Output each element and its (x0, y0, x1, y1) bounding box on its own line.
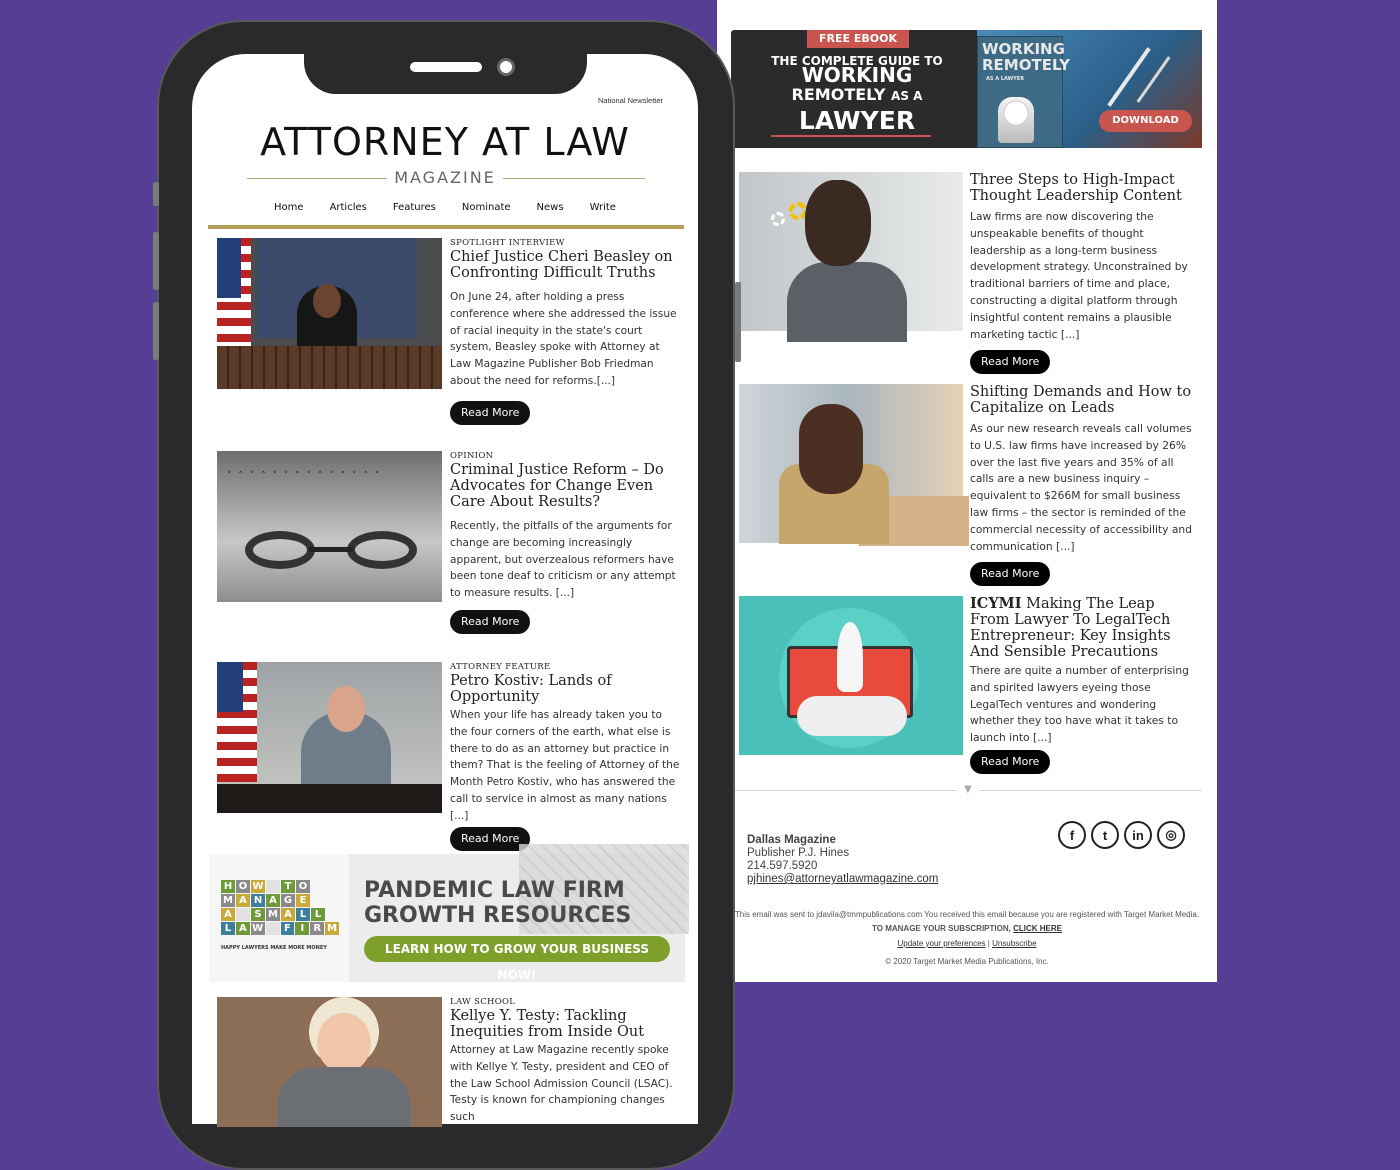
letter-grid-row (221, 880, 339, 893)
letter-tile (266, 922, 280, 935)
magazine-logo[interactable]: ATTORNEY AT LAW (260, 120, 630, 164)
letter-tile: L (311, 908, 325, 921)
letter-tile: T (281, 880, 295, 893)
article-title[interactable]: Shifting Demands and How to Capitalize on Leads (970, 384, 1192, 416)
newsletter-nav (192, 202, 698, 213)
desk-shape (217, 784, 442, 813)
figure-face (327, 686, 365, 732)
article-category: OPINION (450, 451, 494, 461)
article-image[interactable] (217, 238, 442, 389)
nav-news[interactable]: News (536, 202, 564, 213)
phone-side-button (153, 302, 159, 360)
ebook-cover-art (977, 30, 1202, 148)
letter-tile: M (327, 923, 338, 934)
chevron-down-icon: ▼ (957, 781, 979, 799)
preference-links: Update your preferences | Unsubscribe (897, 939, 1037, 948)
article-summary: Attorney at Law Magazine recently spoke with Kellye Y. Testy, president and CEO of the Law School Admission Council (LSAC). Testy is known for championing changes such (450, 1044, 673, 1124)
footer-divider (735, 784, 1202, 795)
letter-tile: G (281, 894, 295, 907)
ebook-line-3 (731, 85, 983, 104)
letter-tile: S (251, 908, 265, 921)
letter-tile: E (296, 894, 310, 907)
figure-head (805, 180, 871, 266)
phone-side-button (153, 182, 159, 206)
phone-screen (192, 54, 698, 1124)
figure-shoulders (787, 262, 907, 342)
nav-articles[interactable]: Articles (329, 202, 367, 213)
figure-face (313, 284, 341, 318)
read-more-button[interactable]: Read More (970, 750, 1050, 774)
ebook-cover-title (982, 41, 1070, 73)
handcuff-chain (309, 547, 353, 552)
article-body (450, 451, 680, 634)
article-body (970, 384, 1195, 586)
national-newsletter-label: National Newsletter (598, 96, 664, 105)
article-body (970, 596, 1195, 774)
article-category: LAW SCHOOL (450, 997, 516, 1007)
email-panel (717, 0, 1217, 982)
figure-face (317, 1013, 371, 1073)
rocket-icon (837, 622, 863, 692)
grow-business-button[interactable]: LEARN HOW TO GROW YOUR BUSINESS NOW! (364, 936, 670, 962)
figure-suit (277, 1067, 411, 1127)
letter-tile: A (236, 894, 250, 907)
ebook-line-2: WORKING (801, 63, 913, 87)
letter-grid-row (221, 908, 339, 921)
instagram-icon[interactable]: ◎ (1157, 821, 1185, 849)
article-body (450, 997, 680, 1126)
letter-tile: F (281, 922, 295, 935)
nav-nominate[interactable]: Nominate (461, 202, 511, 213)
article-image[interactable] (739, 172, 963, 331)
letter-tile: A (221, 908, 235, 921)
phone-notch (304, 36, 587, 94)
read-more-button[interactable]: Read More (450, 401, 530, 425)
ebook-divider (771, 135, 931, 137)
read-more-button[interactable]: Read More (450, 610, 530, 634)
article-image[interactable] (217, 997, 442, 1127)
letter-tile: A (236, 922, 250, 935)
article-summary: As our new research reveals call volumes to U.S. law firms have increased by 26% over the last five years and 35% of all calls are a new business inquiry – equivalent to $266M for small business law firms – the sector is reminded of the commercial necessity of accessibility and communication [...] (970, 422, 1192, 553)
article-title[interactable]: Chief Justice Cheri Beasley on Confronting Difficult Truths (450, 249, 673, 281)
letter-tile (266, 880, 280, 893)
letter-tile: R (310, 922, 324, 935)
read-more-button[interactable]: Read More (970, 350, 1050, 374)
rocket-trail (1136, 56, 1170, 103)
copyright: © 2020 Target Market Media Publications, Inc. (885, 957, 1049, 966)
letter-tile: H (221, 880, 235, 893)
logo-tagline: HAPPY LAWYERS MAKE MORE MONEY (221, 945, 327, 951)
banner-headline-2: GROWTH RESOURCES (364, 903, 632, 928)
letter-tile: M (266, 908, 280, 921)
footer-phone: 214.597.5920 (747, 860, 818, 872)
letter-tile: W (252, 881, 264, 892)
article-category: SPOTLIGHT INTERVIEW (450, 238, 565, 248)
facebook-icon[interactable]: f (1058, 821, 1086, 849)
camera-icon (497, 58, 515, 76)
letter-tile: O (236, 880, 250, 893)
flag-canton (217, 662, 243, 712)
click-here-link[interactable]: CLICK HERE (1013, 924, 1062, 933)
read-more-button[interactable]: Read More (970, 562, 1050, 586)
article-image[interactable] (739, 384, 963, 543)
ebook-banner[interactable] (731, 30, 1202, 148)
article-summary: On June 24, after holding a press conference where she addressed the issue of racial inequity in the state's court system, Beasley spoke with Attorney at Law Magazine Publisher Bob Friedman about the need for reforms.[...] (450, 291, 677, 387)
update-preferences-link[interactable]: Update your preferences (897, 939, 986, 948)
nav-features[interactable]: Features (392, 202, 436, 213)
letter-tile: O (296, 880, 310, 893)
ebook-line-3a: REMOTELY (791, 85, 886, 104)
ebook-line-4: LAWYER (798, 106, 916, 135)
phone-side-button (153, 232, 159, 290)
banner-headline (364, 878, 631, 928)
legal-footer (717, 908, 1217, 969)
letter-grid-row (221, 922, 339, 935)
letter-tile: N (251, 894, 265, 907)
article-title[interactable]: Kellye Y. Testy: Tackling Inequities from Inside Out (450, 1008, 645, 1040)
article-title[interactable] (970, 596, 1195, 660)
letter-tile: L (221, 922, 235, 935)
letter-tile: A (266, 894, 280, 907)
article-summary: When your life has already taken you to the four corners of the earth, what else is there to do as an attorney but practice in them? That is the feeling of Attorney of the Month Petro Kostiv, who has answered the call to service in almost as many nations [...] (450, 709, 680, 822)
footer-publisher: Publisher P.J. Hines (747, 847, 850, 859)
ebook-line-3b: AS A (891, 89, 923, 103)
ebook-line-1: THE COMPLETE GUIDE TO (771, 54, 943, 68)
nav-write[interactable]: Write (589, 202, 616, 213)
ebook-cover-title-2: REMOTELY (982, 56, 1071, 74)
flag-canton (217, 238, 241, 298)
legal-sent-notice: This email was sent to jdavila@tmmpublications.com You received this email because you are registered with Target Market Media. (734, 910, 1200, 919)
social-links (1058, 821, 1185, 849)
growth-resources-banner[interactable] (209, 854, 685, 982)
phone-side-button (735, 282, 741, 362)
article-image[interactable] (217, 451, 442, 602)
article-image[interactable] (217, 662, 442, 813)
figure-head (799, 404, 863, 494)
nav-home[interactable]: Home (274, 202, 304, 213)
article-summary: There are quite a number of enterprising and spirited lawyers eyeing those LegalTech ventures and wondering whether they too have what it takes to launch into [...] (970, 664, 1189, 745)
linkedin-icon[interactable]: in (1124, 821, 1152, 849)
magazine-subtitle: MAGAZINE (387, 168, 503, 187)
article-summary: Recently, the pitfalls of the arguments for change are becoming increasingly apparent, but overzealous reformers have been tone deaf to criticism or any attempt to measure results. [...] (450, 520, 676, 600)
unsubscribe-link[interactable]: Unsubscribe (992, 939, 1037, 948)
manage-subscription (717, 922, 1217, 936)
ebook-tag: FREE EBOOK (807, 30, 909, 48)
article-body (450, 238, 680, 425)
manage-label: TO MANAGE YOUR SUBSCRIPTION, (872, 924, 1011, 933)
speaker-grille (410, 62, 482, 72)
ebook-cover (977, 36, 1071, 148)
download-button[interactable]: DOWNLOAD (1099, 110, 1192, 132)
how-to-manage-logo (209, 854, 349, 982)
article-image[interactable] (739, 596, 963, 755)
rocket-trail (1107, 47, 1150, 107)
banner-headline-1: PANDEMIC LAW FIRM (364, 878, 625, 903)
ebook-cover-title-1: WORKING (982, 40, 1065, 58)
footer-contact (747, 834, 938, 886)
twitter-icon[interactable]: t (1091, 821, 1119, 849)
ebook-cover-subtitle: AS A LAWYER (986, 76, 1025, 82)
handcuff-right (347, 531, 417, 569)
bench-graphic (217, 346, 442, 389)
article-title[interactable]: Three Steps to High-Impact Thought Leadership Content (970, 172, 1182, 204)
article-category: ATTORNEY FEATURE (450, 662, 551, 672)
letter-tile: I (295, 922, 309, 935)
letter-tile: L (296, 908, 310, 921)
gear-icon (771, 212, 785, 226)
letter-grid (221, 880, 339, 936)
letter-grid-row (221, 894, 339, 907)
footer-org-name: Dallas Magazine (747, 834, 836, 846)
cloud-shape (797, 696, 907, 736)
read-more-button[interactable]: Read More (450, 827, 530, 851)
letter-tile (236, 908, 250, 921)
article-title-prefix: ICYMI (970, 595, 1022, 612)
article-body (970, 172, 1195, 374)
handcuff-left (245, 531, 315, 569)
article-title[interactable]: Criminal Justice Reform – Do Advocates for Change Even Care About Results? (450, 462, 664, 510)
birds-graphic: ˅ ˄ ˅ ˄ ˅ ˅ ˄ ˅ ˄ ˅ ˄ ˅ ˄ ˅ (227, 471, 382, 481)
article-body (450, 662, 680, 851)
letter-tile: A (281, 908, 295, 921)
letter-tile: M (221, 894, 235, 907)
astronaut-illustration (998, 97, 1034, 143)
article-title[interactable]: Petro Kostiv: Lands of Opportunity (450, 673, 612, 705)
footer-email-link[interactable]: pjhines@attorneyatlawmagazine.com (747, 873, 939, 885)
article-title-text: Making The Leap From Lawyer To LegalTech Entrepreneur: Key Insights And Sensible Precautions (970, 596, 1171, 660)
letter-tile: W (252, 923, 264, 934)
header-gold-rule (208, 225, 684, 229)
article-summary: Law firms are now discovering the unspeakable benefits of thought leadership as a long-term business development strategy. Unconstrained by traditional barriers of time and place, constructing a digital platform through insightful content remains a plausible marketing tactic [...] (970, 210, 1188, 341)
